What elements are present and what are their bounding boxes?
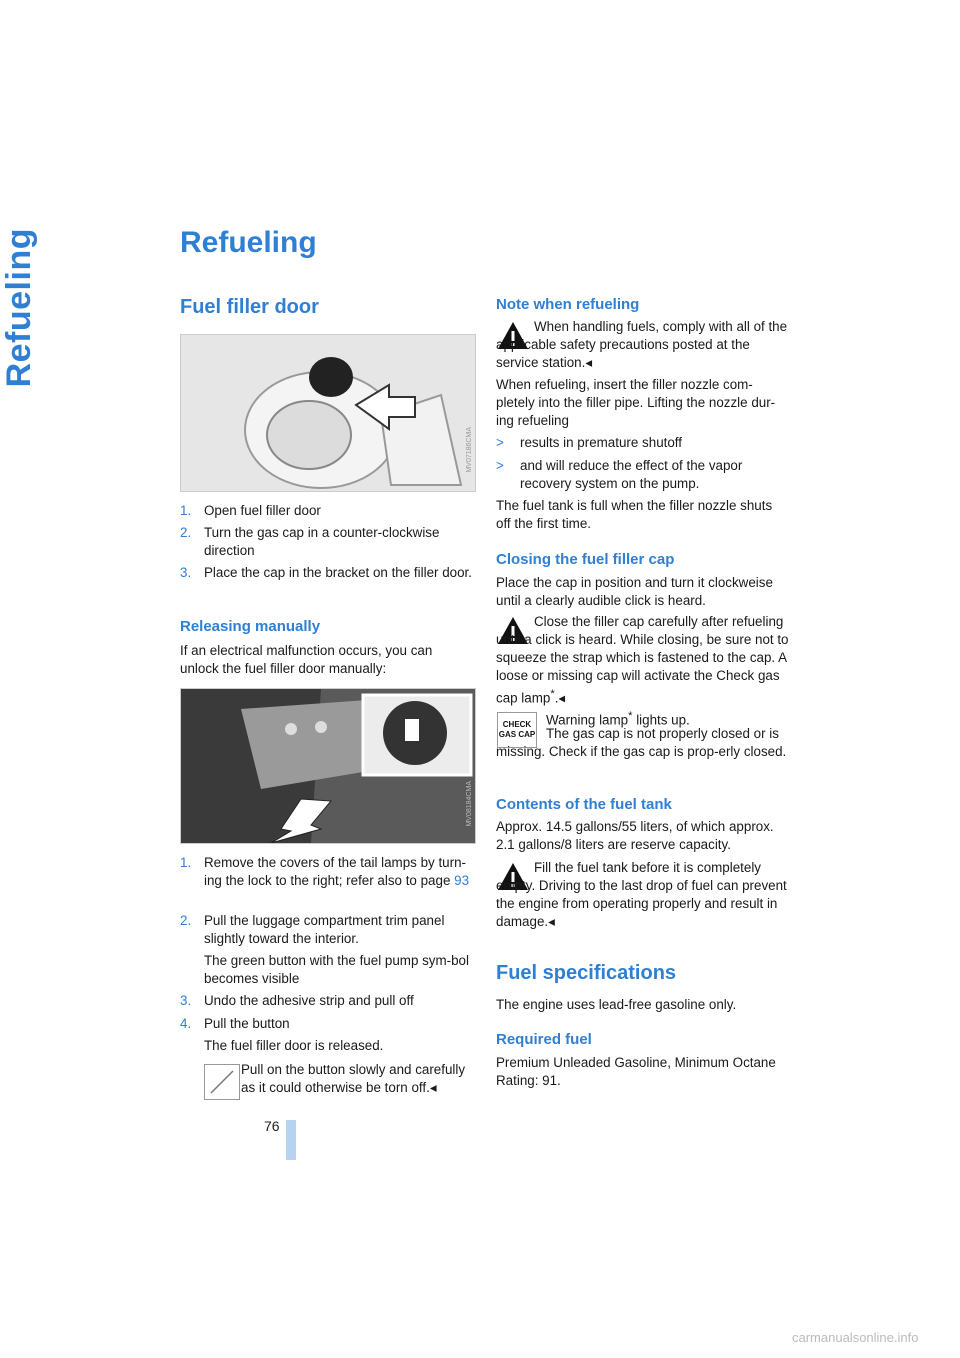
refueling-para-2: The fuel tank is full when the filler nozzle shuts off the first time. [496, 498, 773, 531]
section-heading-contents: Contents of the fuel tank [496, 796, 672, 813]
footer-watermark: carmanualsonline.info [792, 1330, 919, 1345]
lamp-text-line2: The gas cap is not properly closed or is missing. Check if the gas cap is prop-erly closed. [496, 726, 787, 759]
bullet-1: results in premature shutoff [520, 435, 683, 450]
release-step-3-text: Undo the adhesive strip and pull off [204, 993, 414, 1008]
note-text: Pull on the button slowly and carefully as it could otherwise be torn off.◂ [241, 1062, 466, 1095]
manual-release-image [180, 688, 476, 844]
note-icon [204, 1064, 240, 1100]
bullet-mark-1: > [496, 435, 504, 450]
required-fuel-para: Premium Unleaded Gasoline, Minimum Octane Rating: 91. [496, 1055, 776, 1088]
release-step-4-extra: The fuel filler door is released. [204, 1038, 384, 1053]
step-1-text: Open fuel filler door [204, 503, 321, 518]
releasing-intro: If an electrical malfunction occurs, you can unlock the fuel filler door manually: [180, 643, 433, 676]
step-3-text: Place the cap in the bracket on the filler door. [204, 565, 472, 580]
section-heading-releasing-manually: Releasing manually [180, 618, 321, 635]
release-step-3: 3. [180, 993, 192, 1008]
spec-para: The engine uses lead-free gasoline only. [496, 997, 737, 1012]
check-gas-cap-lamp-icon: CHECK GAS CAP [497, 712, 537, 748]
release-step-2: 2. [180, 913, 192, 928]
page-title: Refueling [180, 226, 317, 259]
fuel-filler-door-image [180, 334, 476, 492]
image-code: MV08184CMA [466, 781, 473, 827]
section-heading-note-refueling: Note when refueling [496, 296, 640, 313]
section-heading-closing-cap: Closing the fuel filler cap [496, 551, 675, 568]
manual-release-illustration [181, 689, 475, 843]
refueling-para-1: When refueling, insert the filler nozzle com-pletely into the filler pipe. Lifting the nozzle dur-ing refueling [496, 377, 776, 428]
release-step-2-extra: The green button with the fuel pump sym-bol becomes visible [204, 953, 469, 986]
section-heading-required-fuel: Required fuel [496, 1031, 592, 1048]
step-2: 2. [180, 525, 192, 540]
bullet-2: and will reduce the effect of the vapor recovery system on the pump. [520, 458, 743, 491]
image-code: MV07186CMA [466, 427, 473, 473]
page-number-bar [286, 1120, 296, 1160]
step-2-text: Turn the gas cap in a counter-clockwise direction [204, 525, 440, 558]
closing-para: Place the cap in position and turn it clockweise until a clearly audible click is heard. [496, 575, 773, 608]
release-step-2-text: Pull the luggage compartment trim panel slightly toward the interior. [204, 913, 445, 946]
contents-para: Approx. 14.5 gallons/55 liters, of which approx. 2.1 gallons/8 liters are reserve capacity. [496, 819, 774, 852]
side-tab-label: Refueling [0, 228, 38, 388]
warning-text-2: Close the filler cap carefully after refueling until a click is heard. While closing, be sure not to squeeze the strap which is fastened to the cap. A loose or missing cap will activate the Check gas cap lamp*.◂ [496, 614, 789, 706]
page-number: 76 [264, 1118, 280, 1134]
fuel-filler-illustration [181, 335, 475, 491]
side-tab [0, 228, 48, 388]
lamp-text-line1: Warning lamp* lights up. [546, 710, 690, 728]
release-step-1: 1. [180, 855, 192, 870]
release-step-1-text: Remove the covers of the tail lamps by turn-ing the lock to the right; refer also to page 93 [204, 855, 470, 888]
release-step-4: 4. [180, 1016, 192, 1031]
step-1: 1. [180, 503, 192, 518]
page-link-93[interactable]: 93 [454, 873, 470, 888]
step-3: 3. [180, 565, 192, 580]
section-heading-fuel-spec: Fuel specifications [496, 962, 677, 984]
warning-text-1: When handling fuels, comply with all of the applicable safety precautions posted at the service station.◂ [496, 319, 788, 370]
bullet-mark-2: > [496, 458, 504, 473]
section-heading-fuel-filler-door: Fuel filler door [180, 296, 319, 318]
release-step-4-text: Pull the button [204, 1016, 290, 1031]
warning-text-3: Fill the fuel tank before it is completely empty. Driving to the last drop of fuel can prevent the engine from operating properly and result in damage.◂ [496, 860, 787, 929]
